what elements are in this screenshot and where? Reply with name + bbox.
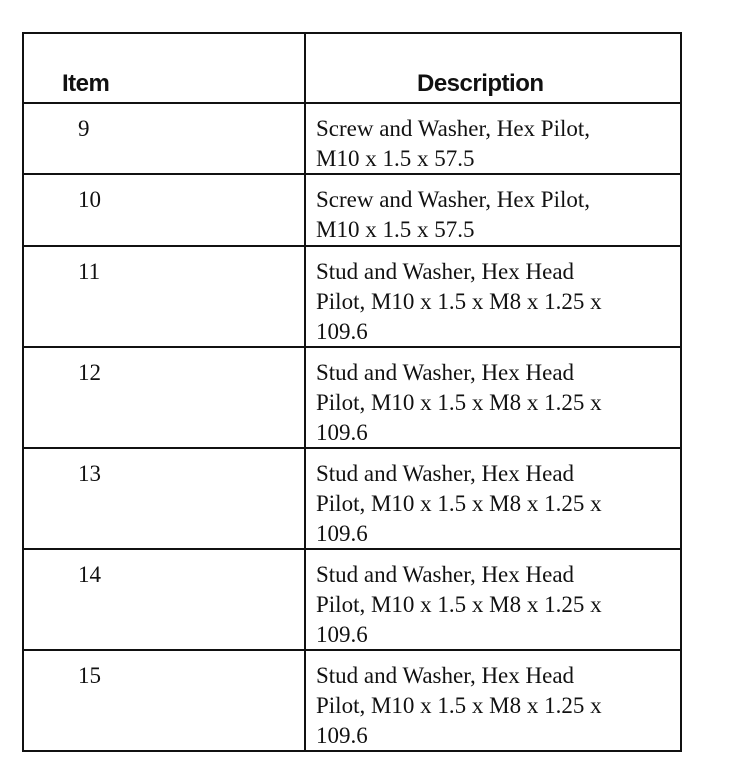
description-line: Stud and Washer, Hex Head (316, 562, 575, 587)
row-item-number: 9 (78, 116, 90, 141)
row-description (316, 358, 666, 448)
description-line: Screw and Washer, Hex Pilot, (316, 116, 591, 141)
description-line: Screw and Washer, Hex Pilot, (316, 187, 591, 212)
description-line: Pilot, M10 x 1.5 x M8 x 1.25 x (316, 592, 602, 617)
description-line: 109.6 (316, 319, 368, 344)
description-line: M10 x 1.5 x 57.5 (316, 146, 475, 171)
description-line: Stud and Washer, Hex Head (316, 461, 575, 486)
table-header-row (24, 34, 680, 104)
description-line: Stud and Washer, Hex Head (316, 663, 575, 688)
table-row (24, 550, 680, 651)
description-line: Pilot, M10 x 1.5 x M8 x 1.25 x (316, 693, 602, 718)
row-item-number: 12 (78, 360, 101, 385)
row-description (316, 459, 666, 549)
header-description: Description (417, 70, 544, 97)
table-row (24, 247, 680, 348)
row-description (316, 257, 666, 347)
description-line: 109.6 (316, 622, 368, 647)
description-line: 109.6 (316, 521, 368, 546)
description-line: Pilot, M10 x 1.5 x M8 x 1.25 x (316, 289, 602, 314)
parts-table (22, 32, 682, 752)
description-line: M10 x 1.5 x 57.5 (316, 217, 475, 242)
description-line: Pilot, M10 x 1.5 x M8 x 1.25 x (316, 491, 602, 516)
row-description (316, 114, 666, 174)
row-description (316, 185, 666, 245)
description-line: 109.6 (316, 723, 368, 748)
description-line: 109.6 (316, 420, 368, 445)
description-line: Pilot, M10 x 1.5 x M8 x 1.25 x (316, 390, 602, 415)
header-item: Item (62, 70, 110, 97)
row-item-number: 15 (78, 663, 101, 688)
description-line: Stud and Washer, Hex Head (316, 259, 575, 284)
table-row (24, 449, 680, 550)
table-row (24, 348, 680, 449)
row-description (316, 661, 666, 751)
row-description (316, 560, 666, 650)
row-item-number: 13 (78, 461, 101, 486)
row-item-number: 14 (78, 562, 101, 587)
table-row (24, 651, 680, 750)
table-row (24, 175, 680, 247)
description-line: Stud and Washer, Hex Head (316, 360, 575, 385)
row-item-number: 10 (78, 187, 101, 212)
row-item-number: 11 (78, 259, 101, 284)
table-row (24, 104, 680, 175)
